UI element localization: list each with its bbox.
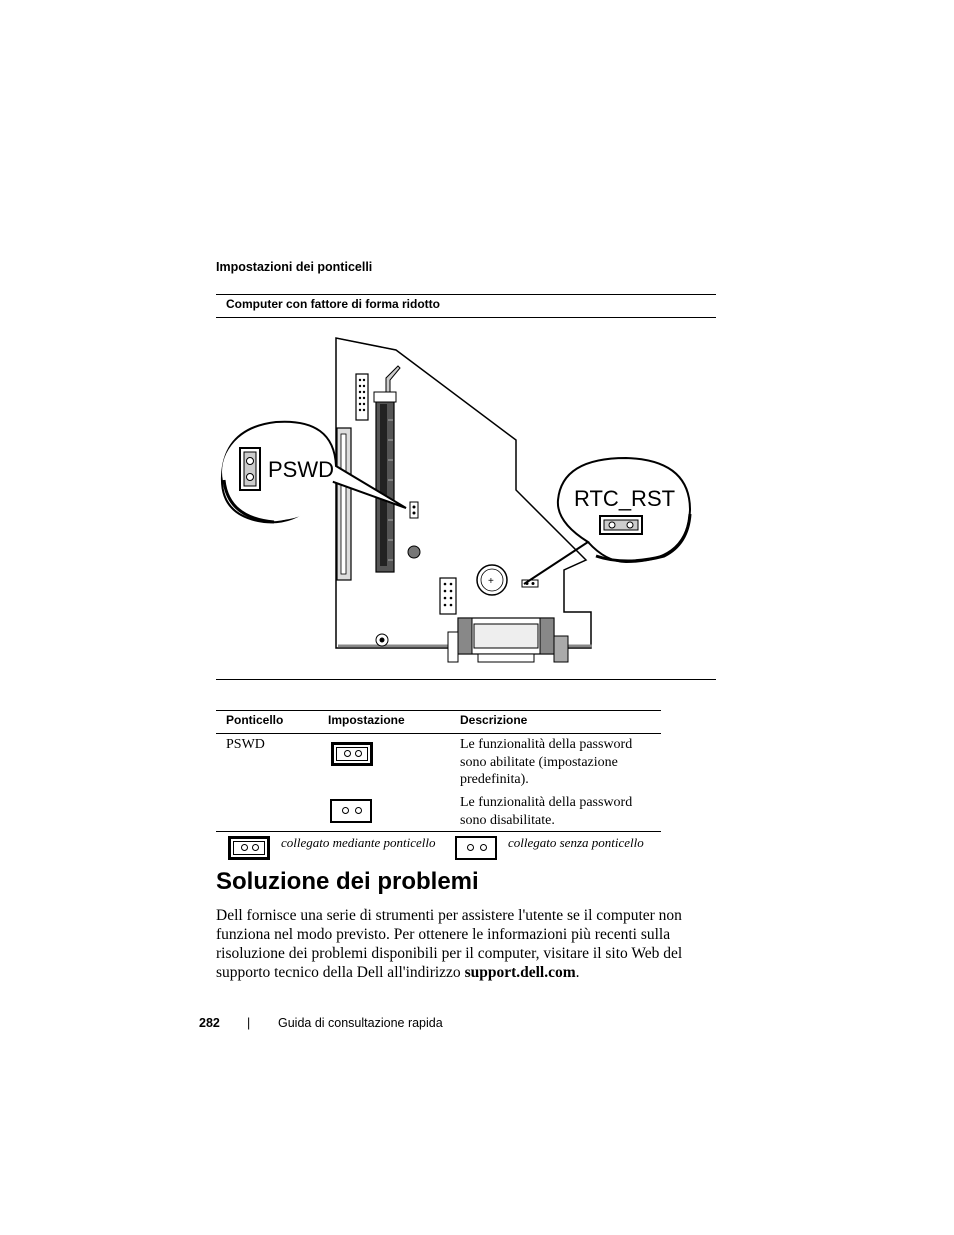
legend-jumpered-icon [228, 836, 270, 860]
section-heading: Impostazioni dei ponticelli [216, 260, 373, 274]
table-header-description: Descrizione [460, 713, 528, 727]
footer-book-title: Guida di consultazione rapida [278, 1016, 443, 1030]
figure-bottom-rule [216, 679, 716, 680]
table-header-jumper: Ponticello [226, 713, 284, 727]
unjumpered-pins-icon [330, 799, 372, 823]
table-header-rule [216, 733, 661, 734]
legend-jumpered-label: collegato mediante ponticello [281, 835, 436, 850]
section-body-end: . [575, 964, 580, 981]
svg-text:+: + [488, 576, 494, 587]
table-row-description: Le funzionalità della password sono abilitate (impostazione predefinita). [460, 737, 633, 787]
jumpered-pins-icon [331, 742, 373, 766]
legend-unjumpered-icon [455, 836, 497, 860]
system-board-figure [216, 330, 716, 670]
table-top-rule [216, 710, 661, 711]
table-bottom-rule [216, 831, 661, 832]
section-body-text: Dell fornisce una serie di strumenti per assistere l'utente se il computer non funziona nel modo previsto. Per ottenere le informazioni più recenti sulla risoluzione dei problemi disponibili per il computer, visitare il sito Web del supporto tecnico della Dell all'indirizzo [216, 907, 683, 981]
table-row-jumper-name: PSWD [226, 737, 265, 752]
rtc-rst-callout-label: RTC_RST [574, 486, 676, 511]
page-number: 282 [199, 1016, 220, 1030]
table-row-description: Le funzionalità della password sono disabilitate. [460, 795, 633, 828]
section-title: Soluzione dei problemi [216, 868, 479, 895]
legend-unjumpered-label: collegato senza ponticello [508, 835, 644, 850]
figure-title: Computer con fattore di forma ridotto [226, 297, 440, 311]
table-header-setting: Impostazione [328, 713, 405, 727]
figure-title-rule [216, 317, 716, 318]
pswd-callout-label: PSWD [268, 457, 334, 482]
figure-top-rule [216, 294, 716, 295]
footer-separator: | [247, 1016, 251, 1030]
section-body [216, 906, 716, 982]
support-link[interactable]: support.dell.com [464, 964, 576, 981]
